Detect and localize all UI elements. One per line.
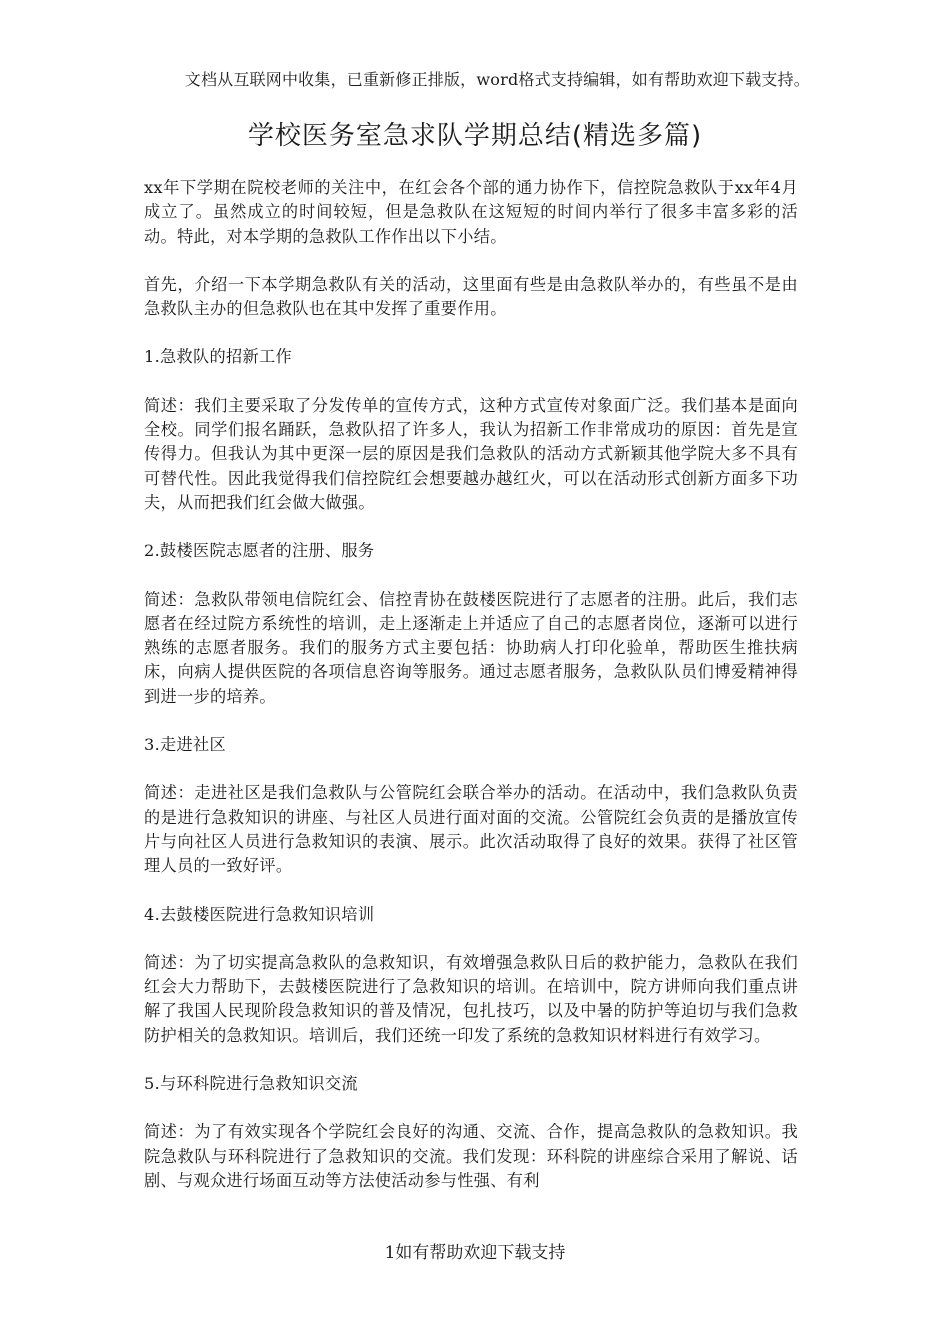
section-body-3: 简述：走进社区是我们急救队与公管院红会联合举办的活动。在活动中，我们急救队负责的是进行急救知识的讲座、与社区人员进行面对面的交流。公管院红会负责的是播放宣传片与向社区人员进行急救知识的表演、展示。此次活动取得了良好的效果。获得了社区管理人员的一致好评。 xyxy=(144,783,798,876)
page-footer: 1如有帮助欢迎下载支持 xyxy=(384,1243,566,1263)
intro-paragraph: xx年下学期在院校老师的关注中，在红会各个部的通力协作下，信控院急救队于xx年4月成立了。虽然成立的时间较短，但是急救队在这短短的时间内举行了很多丰富多彩的活动。特此，对本学期的急救队工作作出以下小结。 xyxy=(144,178,798,246)
section-body-1: 简述：我们主要采取了分发传单的宣传方式，这种方式宣传对象面广泛。我们基本是面向全校。同学们报名踊跃，急救队招了许多人，我认为招新工作非常成功的原因：首先是宣传得力。但我认为其中更深一层的原因是我们急救队的活动方式新颖其他学院大多不具有可替代性。因此我觉得我们信控院红会想要越办越红火，可以在活动形式创新方面多下功夫，从而把我们红会做大做强。 xyxy=(144,395,798,512)
document-title: 学校医务室急求队学期总结(精选多篇) xyxy=(247,121,703,151)
section-heading-5: 5.与环科院进行急救知识交流 xyxy=(144,1074,358,1094)
document-body xyxy=(144,176,798,1217)
section-body-4: 简述：为了切实提高急救队的急救知识，有效增强急救队日后的救护能力，急救队在我们红会大力帮助下，去鼓楼医院进行了急救知识的培训。在培训中，院方讲师向我们重点讲解了我国人民现阶段急救知识的普及情况，包扎技巧，以及中暑的防护等迫切与我们急救防护相关的急救知识。培训后，我们还统一印发了系统的急救知识材料进行有效学习。 xyxy=(144,952,798,1045)
overview-paragraph: 首先，介绍一下本学期急救队有关的活动，这里面有些是由急救队举办的，有些虽不是由急救队主办的但急救队也在其中发挥了重要作用。 xyxy=(144,274,798,319)
section-heading-1: 1.急救队的招新工作 xyxy=(144,347,292,367)
header-note: 文档从互联网中收集，已重新修正排版，word格式支持编辑，如有帮助欢迎下载支持。 xyxy=(184,70,810,89)
section-body-2: 简述：急救队带领电信院红会、信控青协在鼓楼医院进行了志愿者的注册。此后，我们志愿者在经过院方系统性的培训，走上逐渐走上并适应了自己的志愿者岗位，逐渐可以进行熟练的志愿者服务。我们的服务方式主要包括：协助病人打印化验单，帮助医生推扶病床，向病人提供医院的各项信息咨询等服务。通过志愿者服务，急救队队员们博爱精神得到进一步的培养。 xyxy=(144,589,798,706)
section-heading-2: 2.鼓楼医院志愿者的注册、服务 xyxy=(144,541,375,561)
section-heading-4: 4.去鼓楼医院进行急救知识培训 xyxy=(144,904,375,924)
section-heading-3: 3.走进社区 xyxy=(144,735,226,755)
section-body-5: 简述：为了有效实现各个学院红会良好的沟通、交流、合作，提高急救队的急救知识。我院急救队与环科院进行了急救知识的交流。我们发现：环科院的讲座综合采用了解说、话剧、与观众进行场面互动等方法使活动参与性强、有利 xyxy=(144,1122,798,1190)
